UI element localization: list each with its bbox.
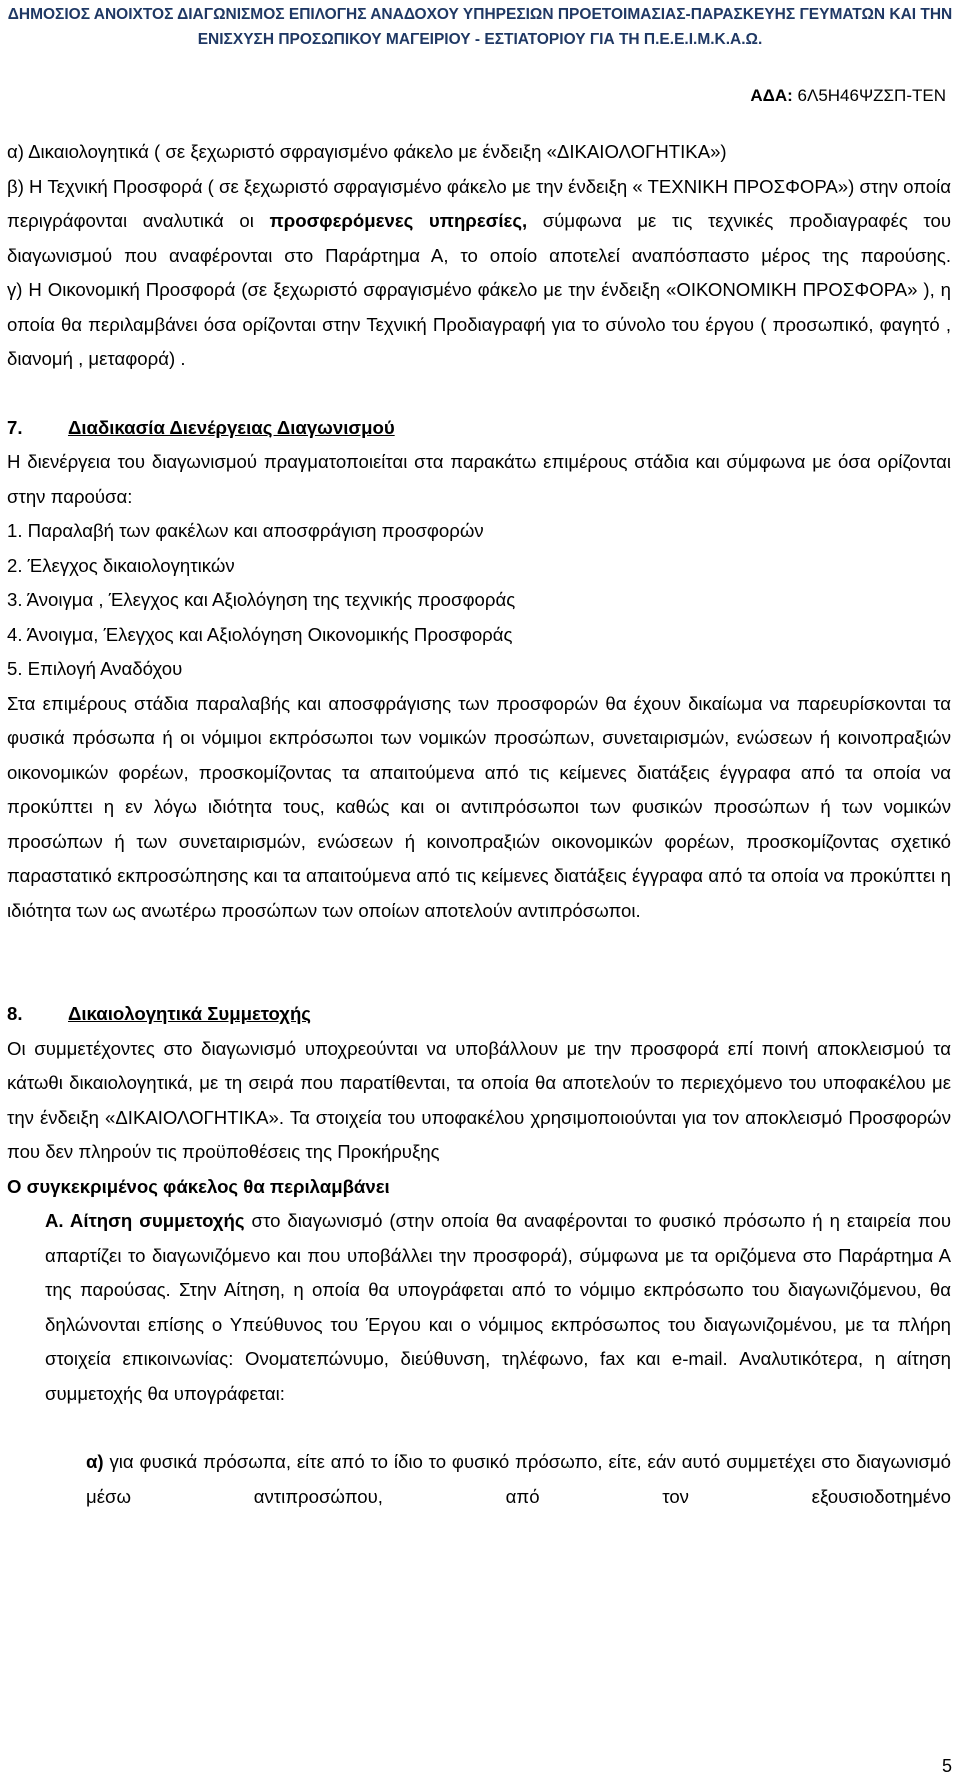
header-line-2: ΕΝΙΣΧΥΣΗ ΠΡΟΣΩΠΙΚΟΥ ΜΑΓΕΙΡΙΟΥ - ΕΣΤΙΑΤΟΡΙΟΥ ΓΙΑ ΤΗ Π.Ε.Ε.Ι.Μ.Κ.Α.Ω.	[197, 31, 763, 48]
section-8-item-a	[7, 1445, 951, 1514]
section-7-step: 5. Επιλογή Αναδόχου	[7, 658, 183, 679]
section-8-body: Οι συμμετέχοντες στο διαγωνισμό υποχρεούνται να υποβάλλουν με την προσφορά επί ποινή αποκλεισμού τα κάτωθι δικαιολογητικά, με τη σειρά που παρατίθενται, τα οποία θα αποτελούν το περιεχόμενο του υποφακέλου με την ένδειξη «ΔΙΚΑΙΟΛΟΓΗΤΙΚΑ». Τα στοιχεία του υποφακέλου χρησιμοποιούνται για τον αποκλεισμό Προσφορών που δεν πληρούν τις προϋποθέσεις της Προκήρυξης	[7, 1037, 951, 1162]
section-7-heading	[7, 411, 951, 446]
section-7-step: 4. Άνοιγμα, Έλεγχος και Αξιολόγηση Οικονομικής Προσφοράς	[7, 623, 513, 645]
section-7-step: 2. Έλεγχος δικαιολογητικών	[7, 554, 235, 576]
ada-label: ΑΔΑ:	[750, 86, 793, 105]
section-7-step: 3. Άνοιγμα , Έλεγχος και Αξιολόγηση της τεχνικής προσφοράς	[7, 589, 516, 610]
header-line-1: ΔΗΜΟΣΙΟΣ ΑΝΟΙΧΤΟΣ ΔΙΑΓΩΝΙΣΜΟΣ ΕΠΙΛΟΓΗΣ ΑΝΑΔΟΧΟΥ ΥΠΗΡΕΣΙΩΝ ΠΡΟΕΤΟΙΜΑΣΙΑΣ-ΠΑΡΑΣΚΕΥΗΣ ΓΕΥΜΑΤΩΝ ΚΑΙ ΤΗΝ	[7, 6, 953, 23]
item-b-bold: προσφερόμενες υπηρεσίες,	[269, 210, 528, 231]
item-b	[7, 170, 951, 274]
document-header	[0, 2, 960, 52]
section-7-body: Στα επιμέρους στάδια παραλαβής και αποσφράγισης των προσφορών θα έχουν δικαίωμα να παρευρίσκονται τα φυσικά πρόσωπα ή οι νόμιμοι εκπρόσωποι των νομικών προσώπων, συνεταιρισμών, ενώσεων ή κοινοπραξιών οικονομικών φορέων, προσκομίζοντας τα απαιτούμενα από τις κείμενες διατάξεις έγγραφα από τα οποία να προκύπτει η εν λόγω ιδιότητα τους, καθώς και οι αντιπρόσωποι των φυσικών προσώπων ή των νομικών προσώπων ή των συνεταιρισμών, ενώσεων ή κοινοπραξιών οικονομικών φορέων, προσκομίζοντας σχετικό παραστατικό εκπροσώπησης και τα απαιτούμενα από τις κείμενες διατάξεις έγγραφα από τα οποία να προκύπτει η ιδιότητα των ως ανωτέρω προσώπων των οποίων αποτελούν αντιπρόσωποι.	[7, 692, 951, 921]
section-8-heading	[7, 997, 951, 1032]
section-7-intro: Η διενέργεια του διαγωνισμού πραγματοποιείται στα παρακάτω επιμέρους στάδια και σύμφωνα με όσα ορίζονται στην παρούσα:	[7, 451, 951, 507]
section-8-item-a-label: α)	[86, 1451, 104, 1472]
section-8-subheading: Ο συγκεκριμένος φάκελος θα περιλαμβάνει	[7, 1175, 390, 1197]
section-7-number: 7.	[7, 416, 23, 438]
section-8-item-A-text: στο διαγωνισμό (στην οποία θα αναφέρονται το φυσικό πρόσωπο ή η εταιρεία που απαρτίζει το διαγωνιζόμενο και που υποβάλλει την προσφορά), σύμφωνα με τα οριζόμενα στο Παράρτημα Α της παρούσας. Στην Αίτηση, η οποία θα υπογράφεται από το νόμιμο εκπρόσωπο του διαγωνιζόμενου, θα δηλώνονται επίσης ο Υπεύθυνος του Έργου και ο νόμιμος εκπρόσωπος του διαγωνιζομένου, με τα πλήρη στοιχεία επικοινωνίας: Ονοματεπώνυμο, διεύθυνση, τηλέφωνο, fax και e-mail. Αναλυτικότερα, η αίτηση συμμετοχής θα υπογράφεται:	[45, 1210, 951, 1404]
item-b-text-2: σύμφωνα με τις τεχνικές προδιαγραφές του διαγωνισμού που αναφέρονται στο Παράρτημα Α, το οποίο αποτελεί αναπόσπαστο μέρος της παρούσης.	[7, 210, 952, 266]
section-8-item-a-text: για φυσικά πρόσωπα, είτε από το ίδιο το φυσικό πρόσωπο, είτε, εάν αυτό συμμετέχει στο διαγωνισμό μέσω αντιπροσώπου, από τον εξουσιοδοτημένο	[86, 1451, 951, 1507]
ada-identifier	[750, 86, 946, 106]
section-8-title: Δικαιολογητικά Συμμετοχής	[68, 1003, 311, 1024]
section-7-title: Διαδικασία Διενέργειας Διαγωνισμού	[68, 416, 395, 438]
item-c: γ) Η Οικονομική Προσφορά (σε ξεχωριστό σφραγισμένο φάκελο με την ένδειξη «ΟΙΚΟΝΟΜΙΚΗ ΠΡΟΣΦΟΡΑ» ), η οποία θα περιλαμβάνει όσα ορίζονται στην Τεχνική Προδιαγραφή για το σύνολο του έργου ( προσωπικό, φαγητό , διανομή , μεταφορά) .	[7, 279, 951, 369]
section-8-item-A	[7, 1204, 951, 1411]
section-8-number: 8.	[7, 1003, 23, 1024]
ada-value: 6Λ5Η46ΨΖΣΠ-ΤΕΝ	[797, 86, 946, 105]
section-7-step: 1. Παραλαβή των φακέλων και αποσφράγιση προσφορών	[7, 520, 484, 541]
item-a: α) Δικαιολογητικά ( σε ξεχωριστό σφραγισμένο φάκελο με ένδειξη «ΔΙΚΑΙΟΛΟΓΗΤΙΚΑ»)	[7, 141, 727, 162]
item-b-text-1: β) Η Τεχνική Προσφορά ( σε ξεχωριστό σφραγισμένο φάκελο με την ένδειξη « ΤΕΧΝΙΚΗ ΠΡΟΣΦΟΡΑ») στην οποία περιγράφονται αναλυτικά οι	[7, 175, 951, 231]
document-body	[7, 135, 951, 1514]
page-number: 5	[941, 1756, 952, 1776]
section-8-item-A-label: Α. Αίτηση συμμετοχής	[45, 1210, 245, 1231]
